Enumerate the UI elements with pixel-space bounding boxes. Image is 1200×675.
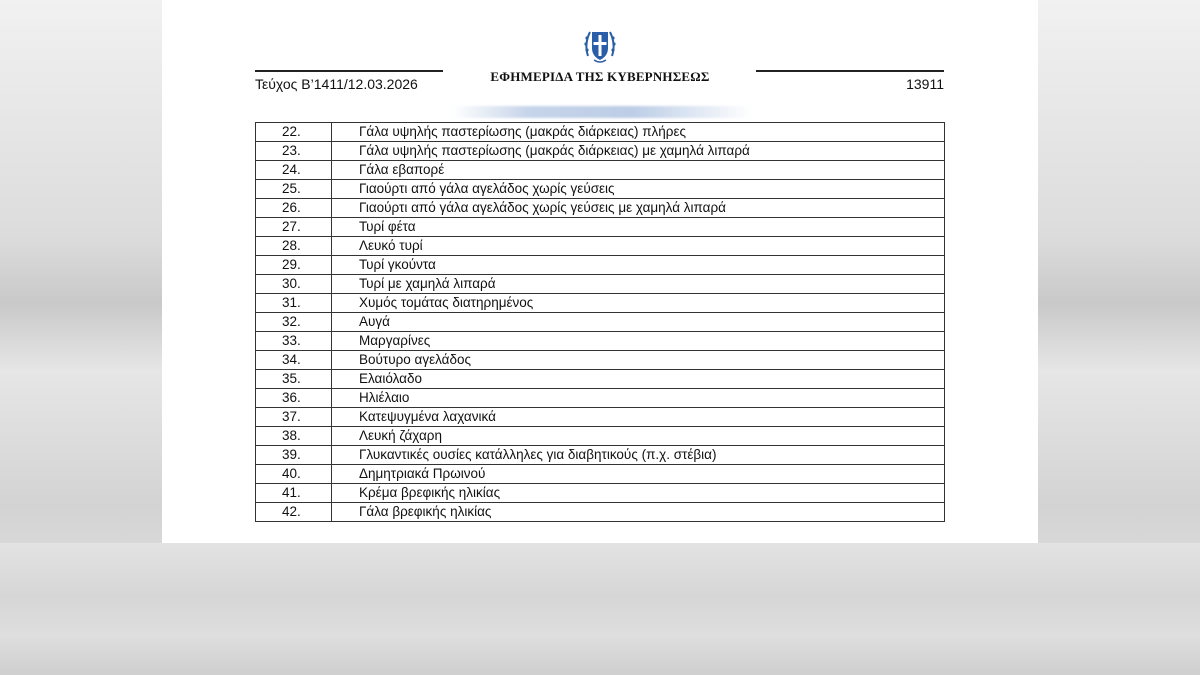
- greek-coat-of-arms-icon: [582, 26, 618, 66]
- header-rule-right: [756, 70, 944, 72]
- row-number: 36.: [256, 389, 332, 408]
- row-number: 41.: [256, 484, 332, 503]
- products-table: [255, 122, 945, 522]
- row-item: Γάλα εβαπορέ: [332, 161, 945, 180]
- row-number: 34.: [256, 351, 332, 370]
- row-item: Μαργαρίνες: [332, 332, 945, 351]
- table-row: [256, 180, 945, 199]
- table-row: [256, 313, 945, 332]
- row-number: 26.: [256, 199, 332, 218]
- table-row: [256, 351, 945, 370]
- row-number: 40.: [256, 465, 332, 484]
- row-number: 42.: [256, 503, 332, 522]
- table-row: [256, 199, 945, 218]
- row-item: Γλυκαντικές ουσίες κατάλληλες για διαβητικούς (π.χ. στέβια): [332, 446, 945, 465]
- row-item: Αυγά: [332, 313, 945, 332]
- row-item: Γιαούρτι από γάλα αγελάδος χωρίς γεύσεις με χαμηλά λιπαρά: [332, 199, 945, 218]
- table-row: [256, 389, 945, 408]
- table-row: [256, 446, 945, 465]
- row-item: Τυρί με χαμηλά λιπαρά: [332, 275, 945, 294]
- row-number: 28.: [256, 237, 332, 256]
- table-row: [256, 275, 945, 294]
- row-number: 39.: [256, 446, 332, 465]
- table-row: [256, 123, 945, 142]
- row-item: Τυρί φέτα: [332, 218, 945, 237]
- row-number: 24.: [256, 161, 332, 180]
- row-item: Κατεψυγμένα λαχανικά: [332, 408, 945, 427]
- gazette-title: ΕΦΗΜΕΡΙΔΑ ΤΗΣ ΚΥΒΕΡΝΗΣΕΩΣ: [490, 69, 710, 84]
- table-row: [256, 465, 945, 484]
- row-item: Δημητριακά Πρωινού: [332, 465, 945, 484]
- row-item: Γάλα υψηλής παστερίωσης (μακράς διάρκειας) πλήρες: [332, 123, 945, 142]
- row-item: Γάλα βρεφικής ηλικίας: [332, 503, 945, 522]
- table-row: [256, 484, 945, 503]
- row-item: Κρέμα βρεφικής ηλικίας: [332, 484, 945, 503]
- row-number: 22.: [256, 123, 332, 142]
- row-number: 27.: [256, 218, 332, 237]
- row-item: Τυρί γκούντα: [332, 256, 945, 275]
- table-body: [256, 123, 945, 522]
- table-row: [256, 256, 945, 275]
- row-item: Βούτυρο αγελάδος: [332, 351, 945, 370]
- page-number: 13911: [906, 76, 944, 92]
- row-item: Γιαούρτι από γάλα αγελάδος χωρίς γεύσεις: [332, 180, 945, 199]
- highlight-bar: [452, 106, 752, 118]
- row-number: 32.: [256, 313, 332, 332]
- row-number: 38.: [256, 427, 332, 446]
- row-number: 23.: [256, 142, 332, 161]
- header-rule-left: [255, 70, 443, 72]
- table-row: [256, 503, 945, 522]
- row-number: 35.: [256, 370, 332, 389]
- blurred-bottom-band: [0, 543, 1200, 675]
- row-item: Ελαιόλαδο: [332, 370, 945, 389]
- table-row: [256, 294, 945, 313]
- row-number: 31.: [256, 294, 332, 313]
- row-item: Ηλιέλαιο: [332, 389, 945, 408]
- table-row: [256, 237, 945, 256]
- row-item: Λευκό τυρί: [332, 237, 945, 256]
- table-row: [256, 370, 945, 389]
- table-row: [256, 408, 945, 427]
- row-item: Χυμός τομάτας διατηρημένος: [332, 294, 945, 313]
- row-number: 25.: [256, 180, 332, 199]
- table-row: [256, 218, 945, 237]
- table-row: [256, 161, 945, 180]
- gazette-page: [162, 0, 1038, 543]
- row-number: 33.: [256, 332, 332, 351]
- table-row: [256, 427, 945, 446]
- row-item: Λευκή ζάχαρη: [332, 427, 945, 446]
- row-number: 37.: [256, 408, 332, 427]
- row-item: Γάλα υψηλής παστερίωσης (μακράς διάρκειας) με χαμηλά λιπαρά: [332, 142, 945, 161]
- table-row: [256, 332, 945, 351]
- row-number: 29.: [256, 256, 332, 275]
- issue-reference: Τεύχος Β’1411/12.03.2026: [255, 76, 418, 92]
- row-number: 30.: [256, 275, 332, 294]
- table-row: [256, 142, 945, 161]
